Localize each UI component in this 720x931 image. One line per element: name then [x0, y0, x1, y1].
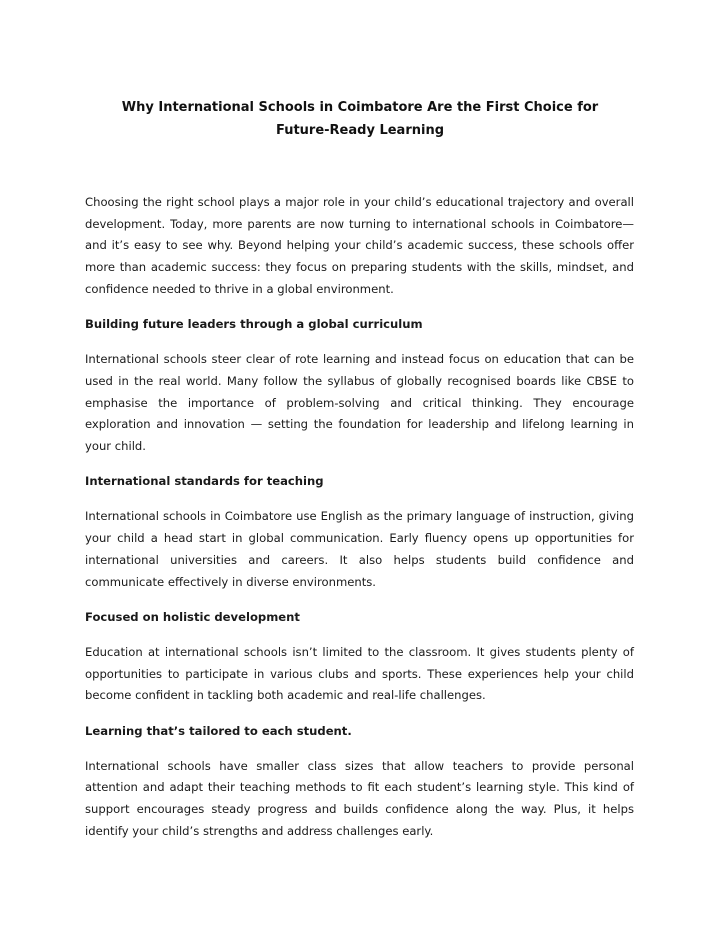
section-heading: Building future leaders through a global curriculum	[85, 317, 423, 332]
title-line-2: Future-Ready Learning	[275, 123, 445, 138]
title-line-1: Why International Schools in Coimbatore Are the First Choice for	[121, 100, 599, 115]
section-heading: Focused on holistic development	[85, 609, 300, 624]
section-heading: International standards for teaching	[85, 474, 324, 489]
section-heading: Learning that’s tailored to each student.	[85, 723, 352, 738]
section-paragraph: International schools have smaller class sizes that allow teachers to provide personal attention and adapt their teaching methods to fit each student’s learning style. This kind of support encourages steady progress and builds confidence along the way. Plus, it helps identify your child’s strengths and address challenges early.	[85, 758, 634, 838]
document-body	[85, 192, 634, 856]
section-paragraph: International schools in Coimbatore use English as the primary language of instruction, giving your child a head start in global communication. Early fluency opens up opportunities for international universities and careers. It also helps students build confidence and communicate effectively in diverse environments.	[85, 509, 634, 589]
section-paragraph: International schools steer clear of rote learning and instead focus on education that can be used in the real world. Many follow the syllabus of globally recognised boards like CBSE to emphasise the importance of problem-solving and critical thinking. They encourage exploration and innovation — setting the foundation for leadership and lifelong learning in your child.	[85, 352, 634, 454]
document-title	[0, 96, 720, 142]
intro-paragraph: Choosing the right school plays a major role in your child’s educational trajectory and overall development. Today, more parents are now turning to international schools in Coimbatore—and it’s easy to see why. Beyond helping your child’s academic success, these schools offer more than academic success: they focus on preparing students with the skills, mindset, and confidence needed to thrive in a global environment.	[85, 195, 634, 296]
section-paragraph: Education at international schools isn’t limited to the classroom. It gives students plenty of opportunities to participate in various clubs and sports. These experiences help your child become confident in tackling both academic and real-life challenges.	[85, 644, 634, 703]
